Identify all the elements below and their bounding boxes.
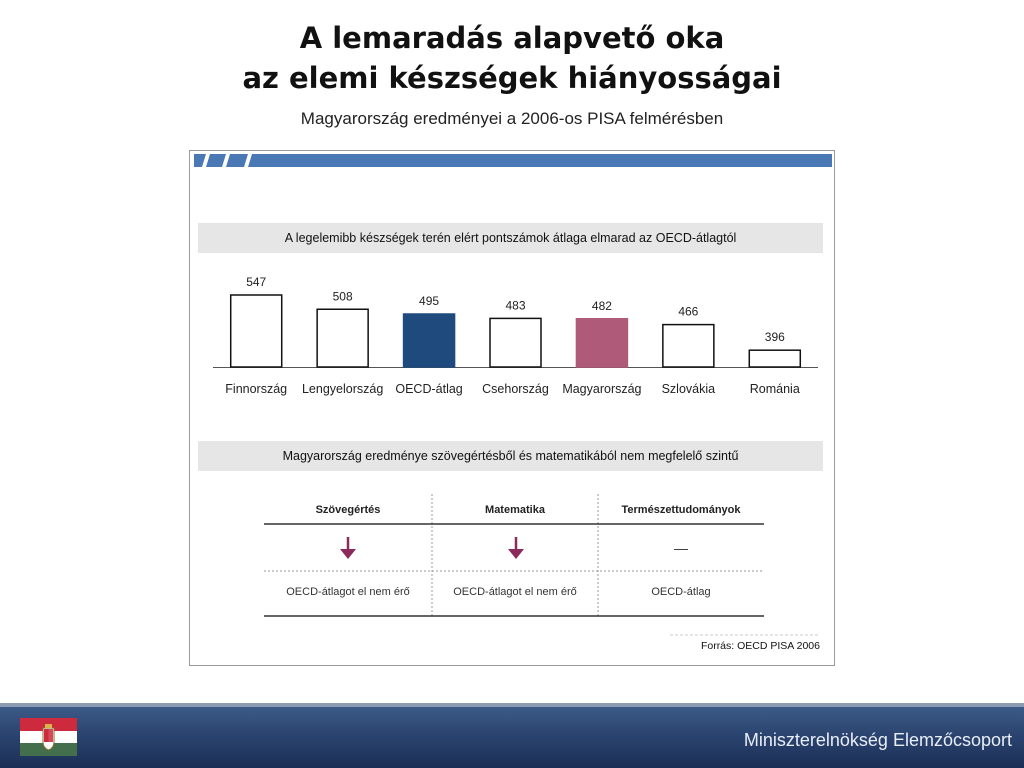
page-subtitle: Magyarország eredményei a 2006-os PISA felmérésben (300, 109, 724, 128)
bar-4 (576, 319, 627, 367)
bar-value-label: 466 (678, 304, 699, 319)
down-arrow-icon (339, 536, 357, 560)
category-label: Finnország (225, 382, 288, 396)
title-line-1: A lemaradás alapvető oka (299, 21, 725, 55)
table-cell-science: OECD-átlag (651, 586, 711, 598)
bar-value-label: 483 (505, 298, 526, 313)
footer-organization: Miniszterelnökség Elemzőcsoport (743, 730, 1012, 750)
bar-6 (749, 350, 800, 367)
source-note: Forrás: OECD PISA 2006 (700, 640, 820, 652)
results-table (264, 494, 764, 618)
table-title-band: Magyarország eredménye szövegértésből és matematikából nem megfelelő szintű (198, 441, 823, 471)
category-label: Lengyelország (301, 382, 384, 396)
table-cell-reading: OECD-átlagot el nem érő (286, 586, 410, 598)
table-header-reading: Szövegértés (315, 504, 381, 516)
title-line-2: az elemi készségek hiányosságai (242, 61, 782, 95)
bar-value-label: 495 (419, 294, 440, 309)
chart-title-band: A legelemibb készségek terén elért pontszámok átlaga elmarad az OECD-átlagtól (198, 223, 823, 253)
bar-value-label: 396 (764, 330, 785, 345)
bar-5 (663, 325, 714, 367)
category-label: Románia (749, 382, 800, 396)
category-label: Magyarország (562, 382, 642, 396)
bar-value-label: 482 (591, 298, 612, 313)
bar-2 (404, 314, 455, 367)
bar-0 (231, 295, 282, 367)
category-label: OECD-átlag (395, 382, 463, 396)
bar-value-label: 547 (246, 275, 267, 289)
bar-value-label: 508 (332, 289, 353, 304)
source-divider (670, 634, 820, 637)
table-header-math: Matematika (485, 504, 545, 516)
table-cell-math: OECD-átlagot el nem érő (453, 586, 577, 598)
science-indicator: — (674, 540, 688, 556)
category-label: Szlovákia (661, 382, 716, 396)
bar-3 (490, 318, 541, 367)
category-label: Csehország (482, 382, 549, 396)
bar-1 (317, 309, 368, 367)
down-arrow-icon (507, 536, 525, 560)
table-header-science: Természettudományok (621, 504, 741, 516)
hungarian-flag-icon (20, 718, 77, 756)
